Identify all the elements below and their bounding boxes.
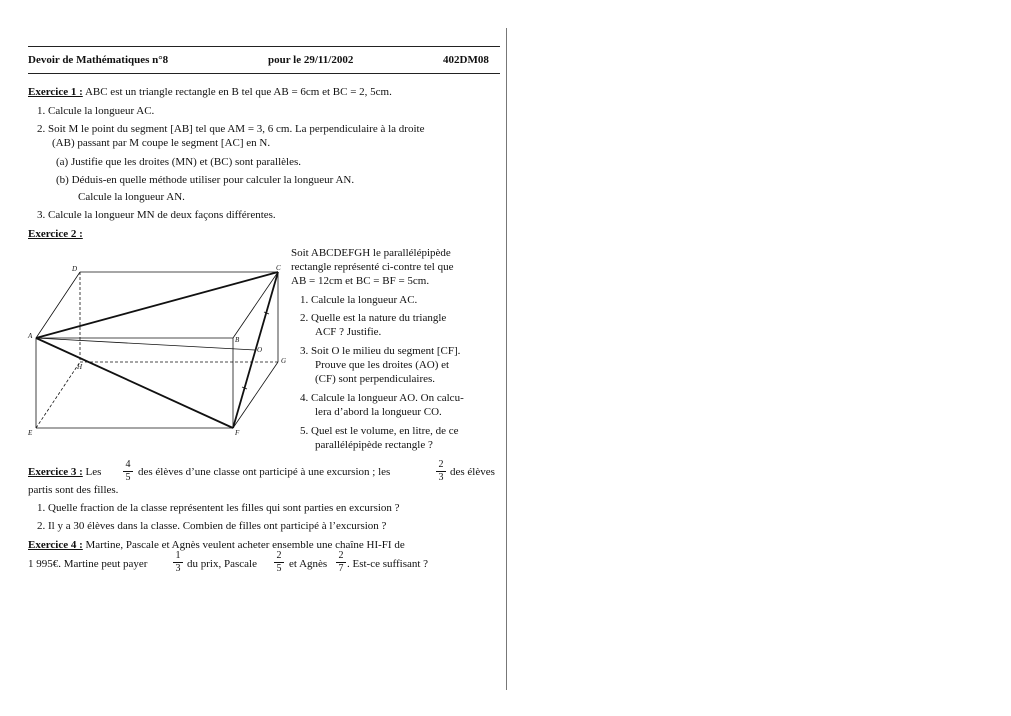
- ex4-heading: Exercice 4 :: [28, 539, 83, 551]
- ex2-q3-line3: (CF) sont perpendiculaires.: [315, 373, 436, 385]
- ex2-intro-2: rectangle représenté ci-contre tel que: [291, 261, 454, 273]
- ex1-q2-line1: 2. Soit M le point du segment [AB] tel que AM = 3, 6 cm. La perpendiculaire à la droite: [37, 123, 425, 135]
- ex4-text-3: du prix, Pascale: [187, 558, 257, 570]
- ex3-text-2: des élèves d’une classe ont participé à une excursion ; les: [138, 466, 391, 478]
- ex1-q3: 3. Calcule la longueur MN de deux façons différentes.: [37, 209, 276, 221]
- ex4-fraction-1: [172, 551, 184, 574]
- ex1-heading: Exercice 1 :: [28, 86, 83, 98]
- ex4-fraction-2: [273, 551, 285, 574]
- ex4-line-1: [28, 539, 405, 552]
- ex3-f2-den: 3: [438, 472, 444, 483]
- label-F: F: [235, 429, 240, 437]
- label-D: D: [72, 265, 78, 273]
- label-B: B: [235, 336, 240, 344]
- ex2-q3-line1: 3. Soit O le milieu du segment [CF].: [300, 345, 461, 357]
- ex3-fraction-1: [122, 460, 134, 483]
- ex1-q2-line2: (AB) passant par M coupe le segment [AC] en N.: [52, 137, 271, 149]
- ex3-f1-num: 4: [125, 459, 131, 470]
- ex2-q1: 1. Calcule la longueur AC.: [300, 294, 418, 306]
- ex4-fraction-3: [335, 551, 347, 574]
- ex2-intro-1: Soit ABCDEFGH le parallélépipède: [291, 247, 451, 259]
- ex3-text-4: partis sont des filles.: [28, 484, 119, 496]
- label-H: H: [77, 363, 83, 371]
- ex4-text-5: . Est-ce suffisant ?: [347, 558, 429, 570]
- ex4-f3-num: 2: [338, 550, 344, 561]
- ex1-q2b: (b) Déduis-en quelle méthode utiliser pour calculer la longueur AN.: [56, 174, 355, 186]
- ex3-heading: Exercice 3 :: [28, 466, 83, 478]
- ex4-f1-den: 3: [175, 563, 181, 574]
- ex4-f2-den: 5: [276, 563, 282, 574]
- ex2-intro-3: AB = 12cm et BC = BF = 5cm.: [291, 275, 430, 287]
- ex4-text-4: et Agnès: [289, 558, 328, 570]
- ex3-f2-num: 2: [438, 459, 444, 470]
- label-C: C: [276, 264, 281, 272]
- ex2-q4-line2: lera d’abord la longueur CO.: [315, 406, 442, 418]
- ex1-q2b-line2: Calcule la longueur AN.: [78, 191, 185, 203]
- ex3-text-3: des élèves: [450, 466, 495, 478]
- label-O: O: [257, 346, 263, 354]
- ex1-q2a: (a) Justifie que les droites (MN) et (BC) sont parallèles.: [56, 156, 301, 168]
- ex2-q4-line1: 4. Calcule la longueur AO. On calcu-: [300, 392, 464, 404]
- ex4-text-1: Martine, Pascale et Agnès veulent acheter ensemble une chaîne HI-FI de: [85, 539, 405, 551]
- ex2-q5-line2: parallélépipède rectangle ?: [315, 439, 433, 451]
- ex3-q1: 1. Quelle fraction de la classe représentent les filles qui sont parties en excursion ?: [37, 502, 400, 514]
- ex2-q2-line2: ACF ? Justifie.: [315, 326, 382, 338]
- ex4-f3-den: 7: [338, 563, 344, 574]
- ex3-intro-line: [28, 466, 101, 479]
- ex3-text-1: Les: [85, 466, 102, 478]
- doc-code: 402DM08: [443, 54, 489, 66]
- ex1-q1: 1. Calcule la longueur AC.: [37, 105, 155, 117]
- ex1-intro: ABC est un triangle rectangle en B tel que AB = 6cm et BC = 2, 5cm.: [84, 86, 392, 98]
- ex4-text-2: 1 995€. Martine peut payer: [28, 558, 148, 570]
- ex4-f1-num: 1: [175, 550, 181, 561]
- doc-date: pour le 29/11/2002: [268, 54, 354, 66]
- ex3-q2: 2. Il y a 30 élèves dans la classe. Combien de filles ont participé à l’excursion ?: [37, 520, 387, 532]
- ex3-fraction-2: [435, 460, 447, 483]
- label-G: G: [281, 357, 287, 365]
- label-E: E: [28, 429, 33, 437]
- ex2-q3-line2: Prouve que les droites (AO) et: [315, 359, 450, 371]
- ex3-f1-den: 5: [125, 472, 131, 483]
- ex2-heading: Exercice 2 :: [28, 228, 83, 240]
- doc-title: Devoir de Mathématiques n°8: [28, 54, 169, 66]
- ex4-f2-num: 2: [276, 550, 282, 561]
- ex2-q2-line1: 2. Quelle est la nature du triangle: [300, 312, 447, 324]
- ex2-q5-line1: 5. Quel est le volume, en litre, de ce: [300, 425, 459, 437]
- label-A: A: [28, 332, 33, 340]
